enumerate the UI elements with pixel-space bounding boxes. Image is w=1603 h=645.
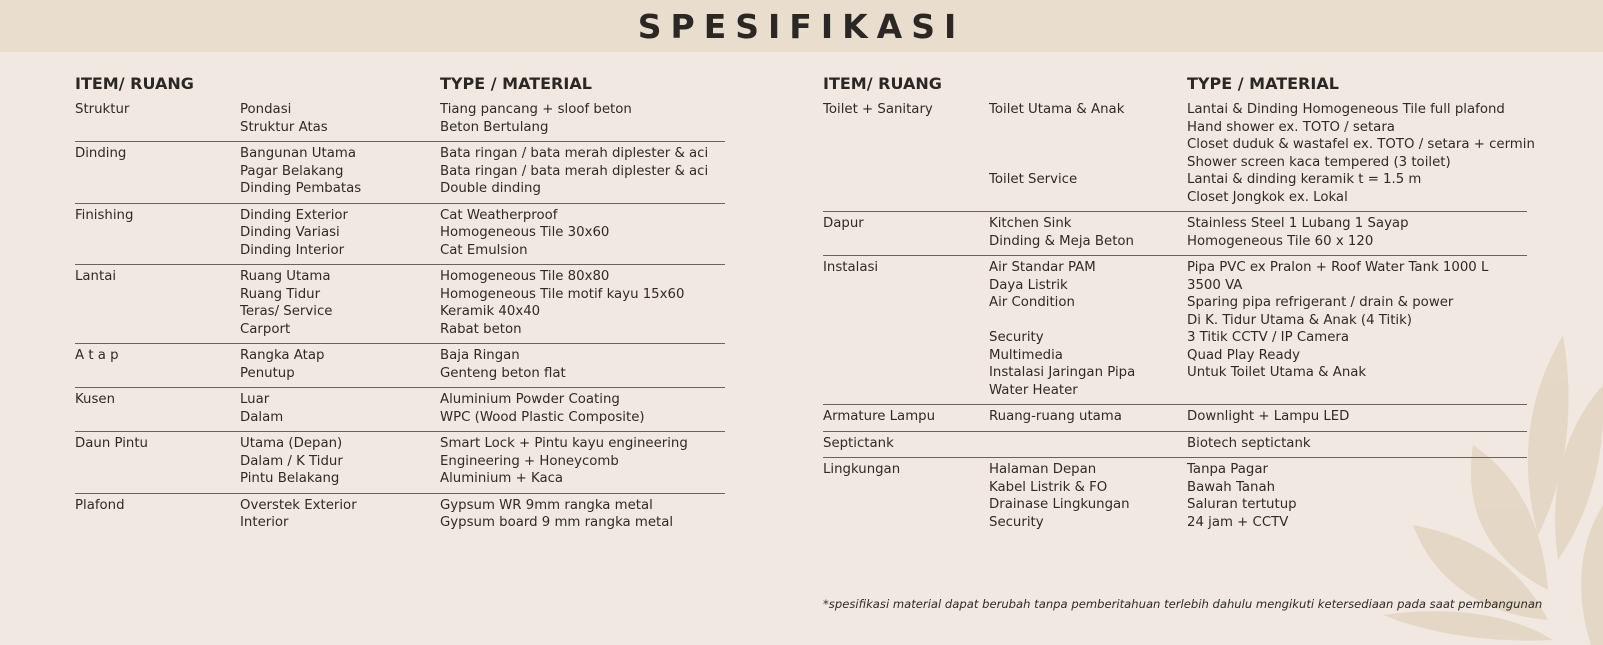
material-cell xyxy=(440,497,725,532)
sub-item: Teras/ Service xyxy=(240,304,333,319)
sub-item: Overstek Exterior xyxy=(240,497,357,513)
material-value: Bawah Tanah xyxy=(1187,479,1276,495)
material-value: 24 jam + CCTV xyxy=(1187,514,1289,530)
item-header: ITEM/ RUANG xyxy=(75,74,194,93)
sub-item xyxy=(989,312,1187,330)
material-value: Stainless Steel 1 Lubang 1 Sayap xyxy=(1187,216,1409,231)
material-cell xyxy=(1187,408,1527,426)
sub-item: Interior xyxy=(240,515,289,530)
sub-item xyxy=(989,435,1187,453)
material-value: Rabat beton xyxy=(440,321,522,337)
sub-item-cell xyxy=(989,215,1187,250)
material-value: Closet duduk & wastafel ex. TOTO / setara + cermin xyxy=(1187,137,1535,152)
spec-group xyxy=(823,98,1535,212)
item-name: Plafond xyxy=(75,497,125,513)
type-header: TYPE / MATERIAL xyxy=(440,74,592,93)
material-value: Engineering + Honeycomb xyxy=(440,453,619,469)
item-name: Dapur xyxy=(823,216,864,231)
material-value: Cat Emulsion xyxy=(440,242,528,258)
item-name-cell xyxy=(75,497,240,532)
sub-item-cell xyxy=(240,145,440,198)
item-name: Struktur xyxy=(75,102,130,117)
page-title: SPESIFIKASI xyxy=(637,7,966,46)
sub-item: Security xyxy=(989,330,1044,345)
sub-item: Pintu Belakang xyxy=(240,471,340,486)
item-name-cell xyxy=(75,207,240,260)
sub-item: Dinding Pembatas xyxy=(240,181,362,196)
sub-item: Dinding Exterior xyxy=(240,207,349,223)
material-value: 3 Titik CCTV / IP Camera xyxy=(1187,330,1349,345)
material-cell xyxy=(440,391,725,426)
sub-item: Kitchen Sink xyxy=(989,216,1072,231)
item-name: Armature Lampu xyxy=(823,409,936,424)
sub-item: Toilet Utama & Anak xyxy=(989,102,1125,117)
item-name: Toilet + Sanitary xyxy=(823,102,933,117)
material-value: Genteng beton flat xyxy=(440,365,566,381)
material-value: Homogeneous Tile 60 x 120 xyxy=(1187,233,1374,249)
sub-item: Bangunan Utama xyxy=(240,146,356,161)
material-value: Bata ringan / bata merah diplester & aci xyxy=(440,163,709,179)
item-name: Kusen xyxy=(75,392,116,407)
item-name: Lantai xyxy=(75,269,117,284)
sub-item: Carport xyxy=(240,321,291,337)
material-value: Gypsum WR 9mm rangka metal xyxy=(440,497,653,513)
spec-group xyxy=(823,405,1527,432)
sub-item-cell xyxy=(240,497,440,532)
right-header-row xyxy=(823,65,1527,93)
material-value: Shower screen kaca tempered (3 toilet) xyxy=(1187,154,1451,170)
item-name-cell xyxy=(75,145,240,198)
material-value xyxy=(1187,382,1527,400)
sub-item xyxy=(989,136,1187,154)
spec-group xyxy=(823,256,1527,405)
sub-item xyxy=(989,154,1187,172)
sub-item: Instalasi Jaringan Pipa xyxy=(989,365,1136,380)
sub-item-cell xyxy=(240,268,440,338)
sub-item: Multimedia xyxy=(989,347,1063,363)
material-cell xyxy=(1187,101,1535,206)
sub-item-cell xyxy=(240,347,440,382)
material-cell xyxy=(440,347,725,382)
sub-item: Pondasi xyxy=(240,102,292,117)
item-name-cell xyxy=(75,435,240,488)
sub-item: Dalam xyxy=(240,409,284,425)
material-cell xyxy=(1187,259,1527,399)
material-value: Sparing pipa refrigerant / drain & power xyxy=(1187,295,1454,310)
sub-item: Kabel Listrik & FO xyxy=(989,479,1108,495)
material-value: Homogeneous Tile 30x60 xyxy=(440,225,610,240)
item-name-cell xyxy=(75,268,240,338)
item-name-cell xyxy=(823,215,989,250)
sub-item: Utama (Depan) xyxy=(240,436,343,451)
material-value: Bata ringan / bata merah diplester & aci xyxy=(440,146,709,161)
right-spec-column xyxy=(823,65,1535,536)
material-value: Lantai & dinding keramik t = 1.5 m xyxy=(1187,172,1422,187)
material-value: Homogeneous Tile 80x80 xyxy=(440,269,610,284)
spec-group xyxy=(823,212,1527,256)
spec-group xyxy=(75,388,725,432)
sub-item-cell xyxy=(240,101,440,136)
sub-item-cell xyxy=(989,259,1187,399)
sub-item-cell xyxy=(240,435,440,488)
material-value: Downlight + Lampu LED xyxy=(1187,409,1350,424)
sub-item xyxy=(989,119,1187,137)
sub-item-cell xyxy=(240,207,440,260)
spec-group xyxy=(75,494,725,537)
material-cell xyxy=(1187,215,1527,250)
sub-item: Struktur Atas xyxy=(240,119,328,135)
sub-item: Dalam / K Tidur xyxy=(240,453,343,469)
material-value: 3500 VA xyxy=(1187,277,1243,293)
sub-item: Daya Listrik xyxy=(989,277,1068,293)
footnote: *spesifikasi material dapat berubah tanpa pemberitahuan terlebih dahulu mengikuti ketersediaan pada saat pembangunan xyxy=(823,597,1543,611)
material-cell xyxy=(1187,435,1527,453)
sub-item-cell xyxy=(989,435,1187,453)
material-value: Aluminium + Kaca xyxy=(440,471,564,486)
item-name-cell xyxy=(823,435,989,453)
item-name: Dinding xyxy=(75,146,127,161)
material-value: Tiang pancang + sloof beton xyxy=(440,102,632,117)
material-value: Saluran tertutup xyxy=(1187,497,1297,512)
item-name: A t a p xyxy=(75,348,119,363)
right-spec-rows xyxy=(823,98,1535,536)
material-value: Lantai & Dinding Homogeneous Tile full plafond xyxy=(1187,102,1505,117)
spec-group xyxy=(75,98,725,142)
material-value: Di K. Tidur Utama & Anak (4 Titik) xyxy=(1187,312,1412,328)
material-cell xyxy=(440,145,725,198)
item-name-cell xyxy=(823,461,989,531)
item-name: Daun Pintu xyxy=(75,436,148,451)
item-name: Septictank xyxy=(823,435,894,451)
material-value: Untuk Toilet Utama & Anak xyxy=(1187,365,1367,380)
material-value: Homogeneous Tile motif kayu 15x60 xyxy=(440,286,685,302)
material-value: Keramik 40x40 xyxy=(440,304,541,319)
sub-item: Ruang-ruang utama xyxy=(989,409,1122,424)
sub-item: Penutup xyxy=(240,365,295,381)
sub-item: Dinding Variasi xyxy=(240,225,340,240)
spec-group xyxy=(75,344,725,388)
material-value: WPC (Wood Plastic Composite) xyxy=(440,409,645,425)
sub-item: Air Standar PAM xyxy=(989,260,1096,275)
sub-item: Ruang Tidur xyxy=(240,286,321,302)
material-value: Beton Bertulang xyxy=(440,119,549,135)
sub-item: Halaman Depan xyxy=(989,462,1097,477)
material-value: Biotech septictank xyxy=(1187,435,1311,451)
sub-item: Dinding & Meja Beton xyxy=(989,233,1134,249)
sub-item: Security xyxy=(989,514,1044,530)
sub-item: Air Condition xyxy=(989,295,1075,310)
sub-item xyxy=(989,189,1187,207)
material-value: Quad Play Ready xyxy=(1187,347,1300,363)
material-value: Cat Weatherproof xyxy=(440,207,558,223)
sub-item: Pagar Belakang xyxy=(240,163,344,179)
sub-item: Ruang Utama xyxy=(240,269,331,284)
spec-group xyxy=(75,204,725,266)
material-value: Tanpa Pagar xyxy=(1187,462,1268,477)
material-cell xyxy=(440,207,725,260)
sub-item: Rangka Atap xyxy=(240,348,325,363)
sub-item: Water Heater xyxy=(989,382,1078,398)
material-value: Baja Ringan xyxy=(440,348,520,363)
material-value: Hand shower ex. TOTO / setara xyxy=(1187,119,1395,135)
material-value: Double dinding xyxy=(440,181,541,196)
left-spec-column xyxy=(75,65,725,537)
item-name: Instalasi xyxy=(823,260,879,275)
item-name-cell xyxy=(823,259,989,399)
material-cell xyxy=(1187,461,1527,531)
spec-group xyxy=(823,458,1527,536)
item-name: Lingkungan xyxy=(823,462,901,477)
item-name-cell xyxy=(75,101,240,136)
material-value: Pipa PVC ex Pralon + Roof Water Tank 1000 L xyxy=(1187,260,1489,275)
sub-item-cell xyxy=(989,101,1187,206)
material-value: Closet Jongkok ex. Lokal xyxy=(1187,189,1348,205)
item-name-cell xyxy=(823,408,989,426)
material-cell xyxy=(440,435,725,488)
sub-item-cell xyxy=(989,461,1187,531)
material-value: Smart Lock + Pintu kayu engineering xyxy=(440,436,688,451)
material-cell xyxy=(440,268,725,338)
item-header: ITEM/ RUANG xyxy=(823,74,942,93)
item-name-cell xyxy=(75,347,240,382)
spec-group xyxy=(75,265,725,344)
type-header: TYPE / MATERIAL xyxy=(1187,74,1339,93)
item-name-cell xyxy=(823,101,989,206)
material-value: Gypsum board 9 mm rangka metal xyxy=(440,515,674,530)
left-spec-rows xyxy=(75,98,725,537)
sub-item: Luar xyxy=(240,392,270,407)
material-value: Aluminium Powder Coating xyxy=(440,392,620,407)
sub-item: Toilet Service xyxy=(989,172,1078,187)
sub-item-cell xyxy=(989,408,1187,426)
sub-item: Dinding Interior xyxy=(240,242,345,258)
item-name: Finishing xyxy=(75,207,134,223)
spec-group xyxy=(75,142,725,204)
left-header-row xyxy=(75,65,725,93)
spec-group xyxy=(75,432,725,494)
spec-group xyxy=(823,432,1527,459)
sub-item: Drainase Lingkungan xyxy=(989,497,1130,512)
sub-item-cell xyxy=(240,391,440,426)
material-cell xyxy=(440,101,725,136)
item-name-cell xyxy=(75,391,240,426)
